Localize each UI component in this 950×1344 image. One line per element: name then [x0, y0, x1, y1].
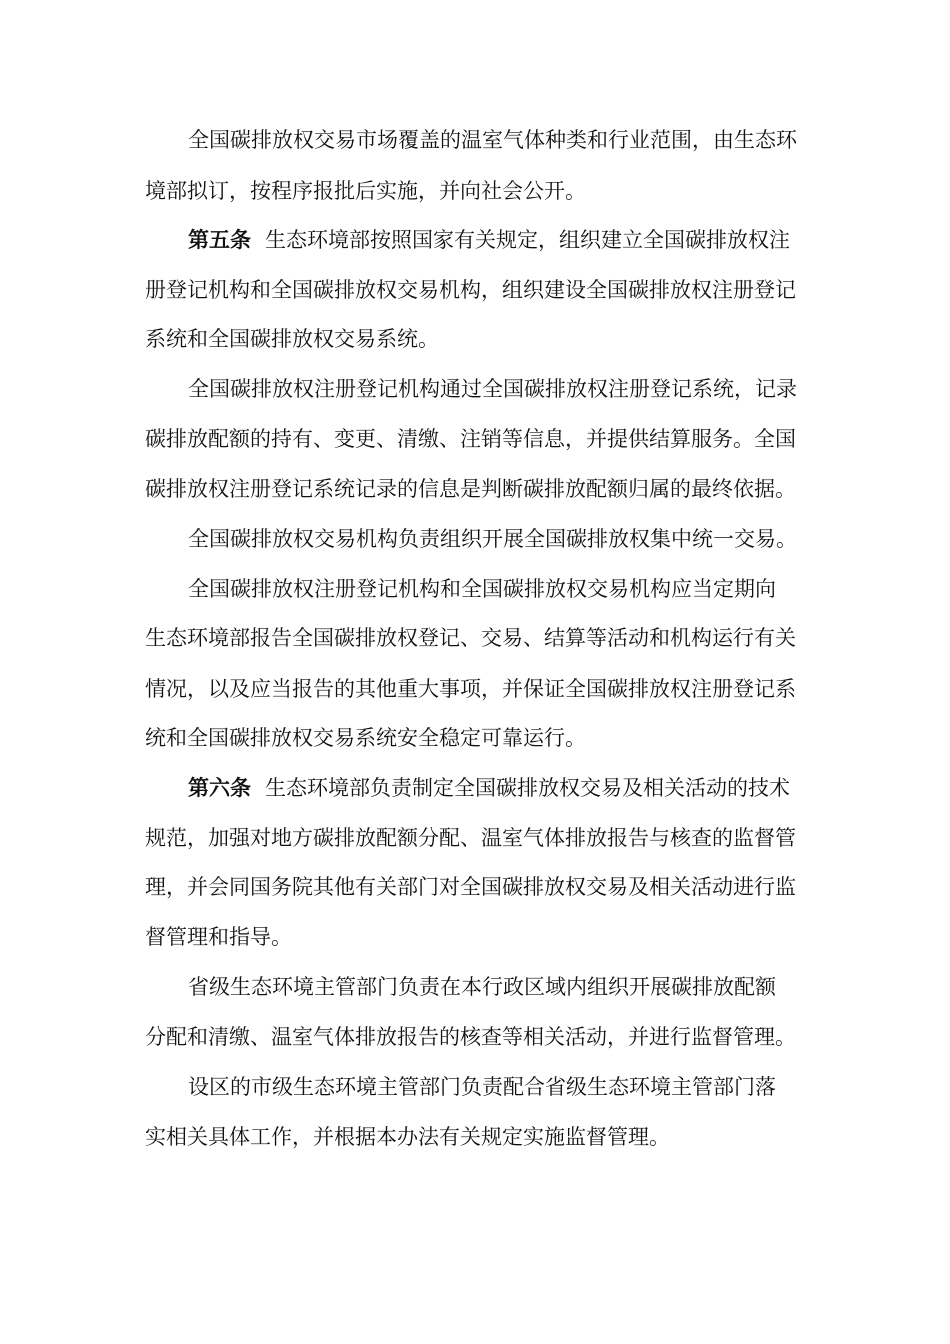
paragraph-line: 册登记机构和全国碳排放权交易机构，组织建设全国碳排放权注册登记 — [145, 278, 796, 302]
paragraph-line: 规范，加强对地方碳排放配额分配、温室气体排放报告与核查的监督管 — [145, 826, 796, 850]
article-6-text: 生态环境部负责制定全国碳排放权交易及相关活动的技术 — [265, 776, 790, 800]
article-5-label: 第五条 — [188, 228, 251, 252]
paragraph-line: 理，并会同国务院其他有关部门对全国碳排放权交易及相关活动进行监 — [145, 875, 796, 899]
paragraph-line: 设区的市级生态环境主管部门负责配合省级生态环境主管部门落 — [188, 1075, 776, 1099]
article-6-heading-line — [188, 771, 790, 805]
article-5-heading-line — [188, 223, 790, 257]
paragraph-line: 全国碳排放权注册登记机构通过全国碳排放权注册登记系统，记录 — [188, 377, 797, 401]
paragraph-line: 督管理和指导。 — [145, 925, 292, 949]
article-5-text: 生态环境部按照国家有关规定，组织建立全国碳排放权注 — [265, 228, 790, 252]
paragraph-line: 全国碳排放权注册登记机构和全国碳排放权交易机构应当定期向 — [188, 577, 776, 601]
article-6-label: 第六条 — [188, 776, 251, 800]
paragraph-line: 分配和清缴、温室气体排放报告的核查等相关活动，并进行监督管理。 — [145, 1025, 796, 1049]
paragraph-line: 境部拟订，按程序报批后实施，并向社会公开。 — [145, 179, 586, 203]
paragraph-line: 生态环境部报告全国碳排放权登记、交易、结算等活动和机构运行有关 — [145, 626, 796, 650]
paragraph-line: 情况，以及应当报告的其他重大事项，并保证全国碳排放权注册登记系 — [145, 677, 796, 701]
paragraph-line: 实相关具体工作，并根据本办法有关规定实施监督管理。 — [145, 1125, 670, 1149]
paragraph-line: 省级生态环境主管部门负责在本行政区域内组织开展碳排放配额 — [188, 975, 776, 999]
paragraph-line: 全国碳排放权交易市场覆盖的温室气体种类和行业范围，由生态环 — [188, 128, 797, 152]
paragraph-line: 系统和全国碳排放权交易系统。 — [145, 327, 439, 351]
paragraph-line: 碳排放配额的持有、变更、清缴、注销等信息，并提供结算服务。全国 — [145, 427, 796, 451]
paragraph-line: 全国碳排放权交易机构负责组织开展全国碳排放权集中统一交易。 — [188, 527, 797, 551]
paragraph-line: 统和全国碳排放权交易系统安全稳定可靠运行。 — [145, 726, 586, 750]
paragraph-line: 碳排放权注册登记系统记录的信息是判断碳排放配额归属的最终依据。 — [145, 477, 796, 501]
